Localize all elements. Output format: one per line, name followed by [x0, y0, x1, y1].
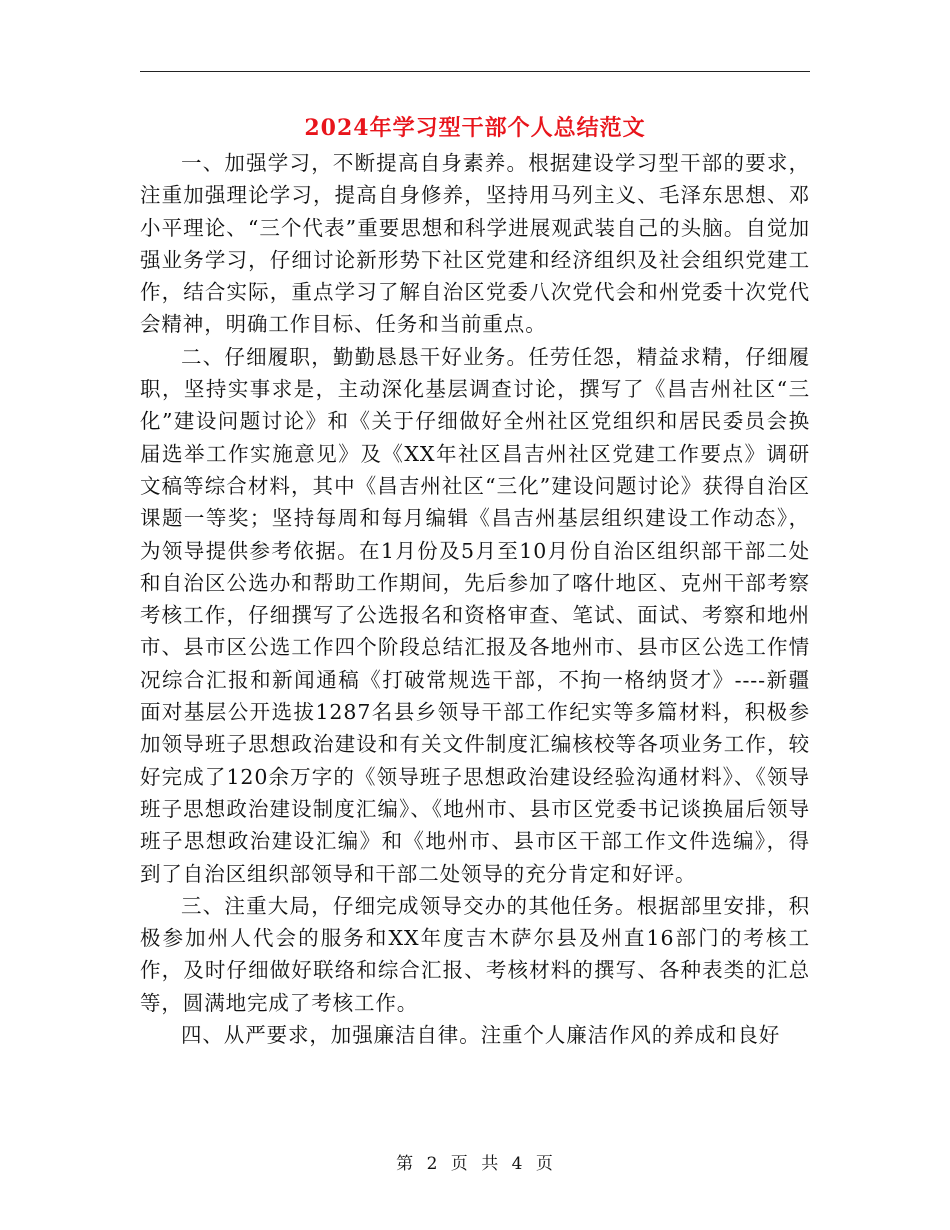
- paragraph-3: 三、注重大局，仔细完成领导交办的其他任务。根据部里安排，积极参加州人代会的服务和XX年度吉木萨尔县及州直16部门的考核工作，及时仔细做好联络和综合汇报、考核材料的撰写、各种表类的汇总等，圆满地完成了考核工作。: [140, 893, 810, 1015]
- paragraph-4: 四、从严要求，加强廉洁自律。注重个人廉洁作风的养成和良好: [181, 1023, 781, 1048]
- document-body: [140, 147, 810, 1051]
- page-number-footer: 第 2 页 共 4 页: [396, 1154, 554, 1174]
- paragraph-1: 一、加强学习，不断提高自身素养。根据建设学习型干部的要求，注重加强理论学习，提高自身修养，坚持用马列主义、毛泽东思想、邓小平理论、“三个代表”重要思想和科学进展观武装自己的头脑。自觉加强业务学习，仔细讨论新形势下社区党建和经济组织及社会组织党建工作，结合实际，重点学习了解自治区党委八次党代会和州党委十次党代会精神，明确工作目标、任务和当前重点。: [140, 151, 810, 337]
- paragraph-2: 二、仔细履职，勤勤恳恳干好业务。任劳任怨，精益求精，仔细履职，坚持实事求是，主动深化基层调查讨论，撰写了《昌吉州社区“三化”建设问题讨论》和《关于仔细做好全州社区党组织和居民委员会换届选举工作实施意见》及《XX年社区昌吉州社区党建工作要点》调研文稿等综合材料，其中《昌吉州社区“三化”建设问题讨论》获得自治区课题一等奖；坚持每周和每月编辑《昌吉州基层组织建设工作动态》，为领导提供参考依据。在1月份及5月至10月份自治区组织部干部二处和自治区公选办和帮助工作期间，先后参加了喀什地区、克州干部考察考核工作，仔细撰写了公选报名和资格审查、笔试、面试、考察和地州市、县市区公选工作四个阶段总结汇报及各地州市、县市区公选工作情况综合汇报和新闻通稿《打破常规选干部，不拘一格纳贤才》----新疆面对基层公开选拔1287名县乡领导干部工作纪实等多篇材料，积极参加领导班子思想政治建设和有关文件制度汇编核校等各项业务工作，较好完成了120余万字的《领导班子思想政治建设经验沟通材料》、《领导班子思想政治建设制度汇编》、《地州市、县市区党委书记谈换届后领导班子思想政治建设汇编》和《地州市、县市区干部工作文件选编》，得到了自治区组织部领导和干部二处领导的充分肯定和好评。: [140, 344, 810, 886]
- document-title: 2024年学习型干部个人总结范文: [304, 115, 646, 141]
- header-rule: [140, 71, 810, 72]
